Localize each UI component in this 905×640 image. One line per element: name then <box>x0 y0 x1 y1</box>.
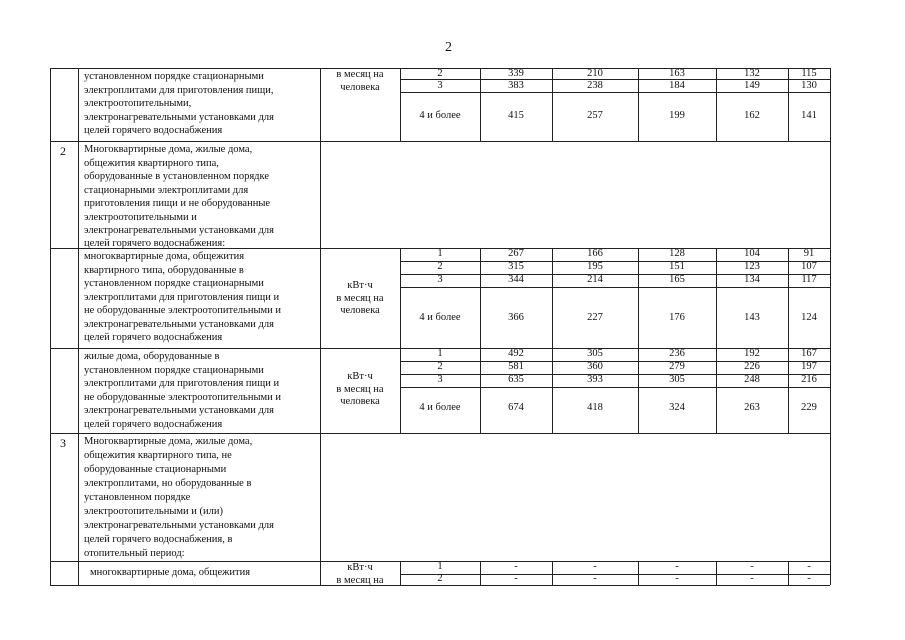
desc-line: Многоквартирные дома, жилые дома, <box>84 144 253 155</box>
row2a-unit: кВт·ч в месяц на человека <box>336 280 384 316</box>
row2a-persons-4plus: 4 и более <box>419 312 461 323</box>
row2a-value: 117 <box>801 274 817 285</box>
page-number: 2 <box>445 40 452 55</box>
row2a-value: 107 <box>801 261 817 272</box>
row2b-value: 674 <box>508 402 524 413</box>
row3a-value: - <box>675 561 679 572</box>
row2b-value: 360 <box>587 361 603 372</box>
row3a-value: - <box>593 561 597 572</box>
desc-line: целей горячего водоснабжения <box>84 332 223 343</box>
row2a-value: 176 <box>669 312 685 323</box>
table-row-divider <box>400 287 830 288</box>
row2a-value: 128 <box>669 248 685 259</box>
desc-line: электронагревательными установками для <box>84 405 274 416</box>
row3a-value: - <box>750 573 754 584</box>
row1-value: 162 <box>744 110 760 121</box>
row3a-value: - <box>807 573 811 584</box>
row2b-value: 236 <box>669 348 685 359</box>
norms-table <box>50 68 830 640</box>
row1-value: 210 <box>587 68 603 79</box>
desc-line: электронагревательными установками для <box>84 111 274 123</box>
desc-line: электроплитами для приготовления пищи и <box>84 291 280 303</box>
desc-line: целей горячего водоснабжения: <box>84 238 226 249</box>
table-border-right <box>830 68 831 585</box>
row2b-value: 393 <box>587 374 603 385</box>
row2b-value: 248 <box>744 374 760 385</box>
desc-line: установленном порядке <box>84 492 191 503</box>
row2b-value: 305 <box>669 374 685 385</box>
row1-persons-4plus: 4 и более <box>419 110 461 121</box>
row2b-persons-3: 3 <box>437 374 443 385</box>
row2b-value: 167 <box>801 348 817 359</box>
row3a-unit: кВт·ч в месяц на <box>336 562 384 586</box>
row3a-value: - <box>514 573 518 584</box>
desc-line: целей горячего водоснабжения <box>84 125 223 136</box>
row1-unit: в месяц на человека <box>336 69 384 93</box>
row1-value: 130 <box>801 80 817 91</box>
table-row-divider <box>400 92 830 93</box>
table-row-divider <box>50 433 830 434</box>
row2b-persons-1: 1 <box>437 348 443 359</box>
desc-line: Многоквартирные дома, жилые дома, <box>84 436 253 447</box>
row1-value: 163 <box>669 68 685 79</box>
table-row-divider <box>400 387 830 388</box>
row1-value: 115 <box>801 68 817 79</box>
desc-line: общежития квартирного типа, не <box>84 450 232 461</box>
row2b-persons-2: 2 <box>437 361 443 372</box>
row2b-value: 324 <box>669 402 685 413</box>
row1-value: 132 <box>744 68 760 79</box>
row3a-value: - <box>593 573 597 584</box>
row3a-description: многоквартирные дома, общежития <box>90 567 251 578</box>
row2a-value: 124 <box>801 312 817 323</box>
row2a-value: 227 <box>587 312 603 323</box>
row2a-value: 91 <box>803 248 815 259</box>
desc-line: электронагревательными установками для <box>84 520 274 531</box>
desc-line: не оборудованные электроотопительными и <box>84 391 282 403</box>
row2b-value: 581 <box>508 361 524 372</box>
desc-line: электроотопительными и (или) <box>84 506 224 517</box>
desc-line: электроплитами, но оборудованные в <box>84 478 252 489</box>
row2a-value: 214 <box>587 274 603 285</box>
row2b-value: 192 <box>744 348 760 359</box>
row2a-persons-3: 3 <box>437 274 443 285</box>
table-border-bottom <box>50 585 830 586</box>
row2a-value: 165 <box>669 274 685 285</box>
table-col-divider <box>320 68 321 585</box>
row2b-value: 418 <box>587 402 603 413</box>
desc-line: оборудованные в установленном порядке <box>84 171 270 182</box>
row3a-persons-2: 2 <box>437 573 443 584</box>
row1-value: 339 <box>508 68 524 79</box>
row1-value: 141 <box>801 110 817 121</box>
row1-value: 257 <box>587 110 603 121</box>
table-row-divider <box>50 141 830 142</box>
row2a-value: 344 <box>508 274 524 285</box>
desc-line: установленном порядке стационарными <box>84 71 264 82</box>
row2a-value: 267 <box>508 248 524 259</box>
row2b-value: 635 <box>508 374 524 385</box>
row1-value: 238 <box>587 80 603 91</box>
table-border-left <box>50 68 51 585</box>
row3a-persons-1: 1 <box>437 561 443 572</box>
row1-persons-3: 3 <box>437 80 443 91</box>
desc-line: стационарными электроплитами для <box>84 184 249 196</box>
row2b-value: 305 <box>587 348 603 359</box>
row3a-value: - <box>675 573 679 584</box>
desc-line: жилые дома, оборудованные в <box>84 351 220 362</box>
row2b-unit: кВт·ч в месяц на человека <box>336 371 384 407</box>
row2b-value: 226 <box>744 361 760 372</box>
desc-line: электронагревательными установками для <box>84 225 274 236</box>
row3a-value: - <box>514 561 518 572</box>
row2a-persons-1: 1 <box>437 248 443 259</box>
row2a-value: 134 <box>744 274 760 285</box>
row2a-value: 104 <box>744 248 760 259</box>
desc-line: общежития квартирного типа, <box>84 157 219 169</box>
row2a-value: 123 <box>744 261 760 272</box>
row1-value: 383 <box>508 80 524 91</box>
row1-value: 184 <box>669 80 685 91</box>
row2b-value: 492 <box>508 348 524 359</box>
row2b-persons-4plus: 4 и более <box>419 402 461 413</box>
row2b-value: 216 <box>801 374 817 385</box>
row1-value: 149 <box>744 80 760 91</box>
desc-line: установленном порядке стационарными <box>84 364 264 376</box>
row1-persons-2: 2 <box>437 68 443 79</box>
desc-line: электроотопительными и <box>84 211 197 223</box>
row2-number: 2 <box>60 144 66 158</box>
desc-line: оборудованные стационарными <box>84 464 227 475</box>
row2b-value: 197 <box>801 361 817 372</box>
table-col-divider <box>78 68 79 585</box>
row3a-value: - <box>807 561 811 572</box>
desc-line: отопительный период: <box>84 548 185 559</box>
row2a-value: 143 <box>744 312 760 323</box>
row3a-value: - <box>750 561 754 572</box>
desc-line: многоквартирные дома, общежития <box>84 251 245 262</box>
row3-number: 3 <box>60 436 66 450</box>
desc-line: целей горячего водоснабжения <box>84 418 223 430</box>
desc-line: установленном порядке стационарными <box>84 278 264 289</box>
desc-line: электронагревательными установками для <box>84 318 274 330</box>
row2b-value: 263 <box>744 402 760 413</box>
row2a-persons-2: 2 <box>437 261 443 272</box>
row2b-value: 279 <box>669 361 685 372</box>
desc-line: электроплитами для приготовления пищи, <box>84 84 274 96</box>
row1-value: 415 <box>508 110 524 121</box>
row2a-value: 166 <box>587 248 603 259</box>
row2a-value: 315 <box>508 261 524 272</box>
row2b-value: 229 <box>801 402 817 413</box>
row2a-value: 195 <box>587 261 603 272</box>
desc-line: квартирного типа, оборудованные в <box>84 264 244 276</box>
desc-line: приготовления пищи и не оборудованные <box>84 198 271 209</box>
row2a-value: 151 <box>669 261 685 272</box>
desc-line: целей горячего водоснабжения, в <box>84 534 233 545</box>
row2a-value: 366 <box>508 312 524 323</box>
desc-line: электроотопительными, <box>84 98 192 109</box>
desc-line: не оборудованные электроотопительными и <box>84 305 282 316</box>
row1-value: 199 <box>669 110 685 121</box>
desc-line: электроплитами для приготовления пищи и <box>84 378 280 389</box>
